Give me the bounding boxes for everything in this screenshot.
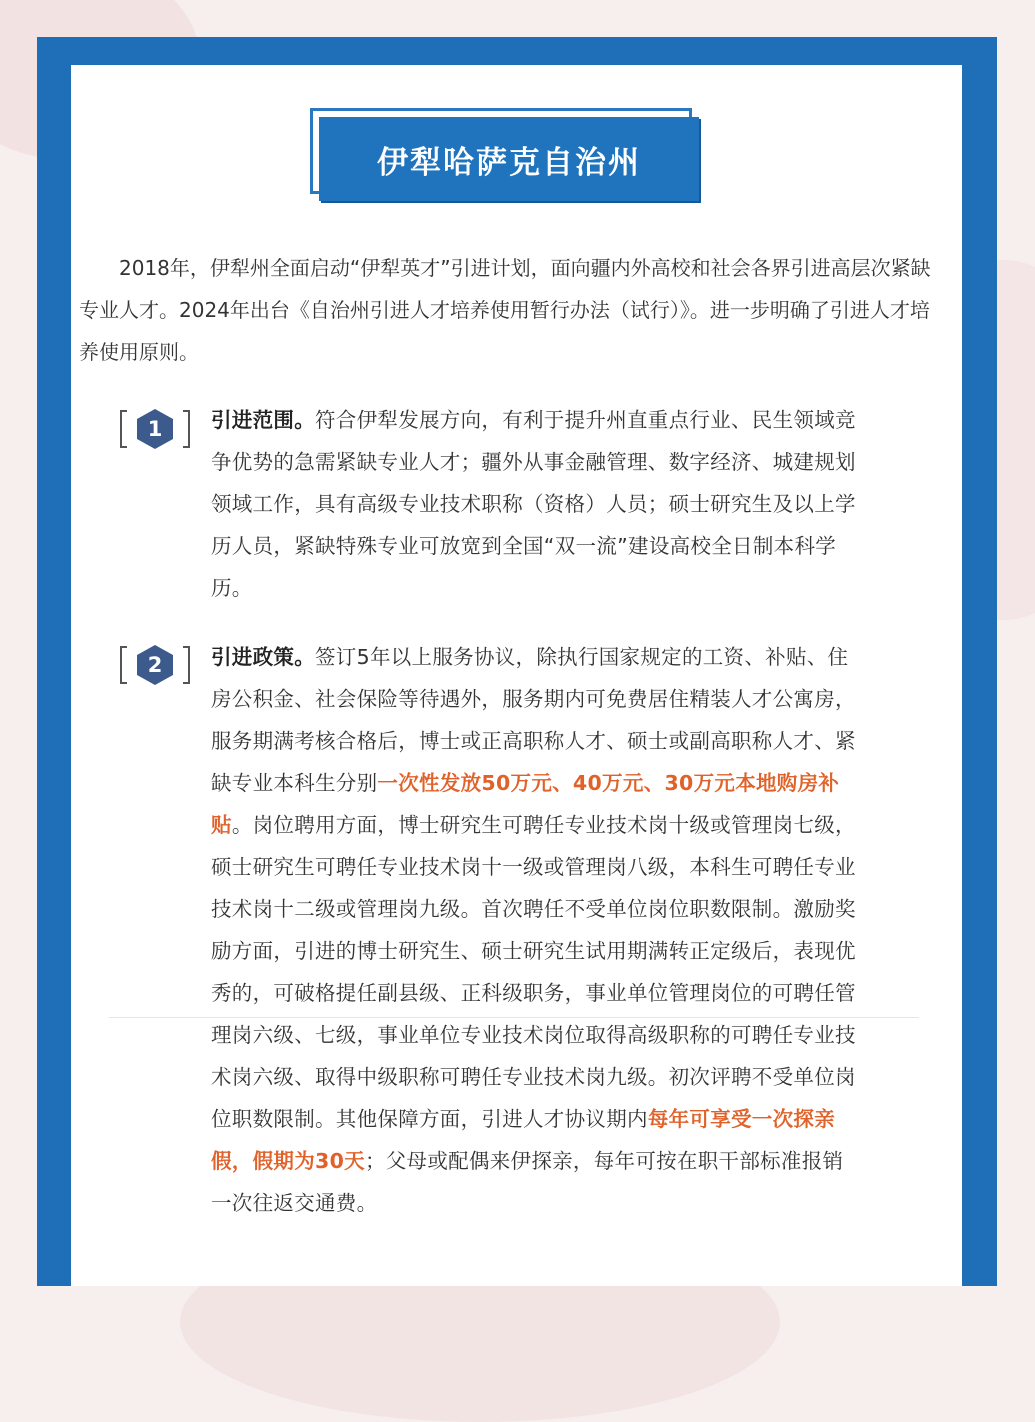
content-card: [71, 65, 962, 1286]
item-text: ；父母或配偶来伊探亲，每年可按在职干部标准报销一次往返交通费。: [211, 1149, 844, 1215]
badge-number: 2: [147, 653, 163, 677]
item-lead: 引进政策。: [211, 645, 315, 669]
item-text: 签订5年以上服务协议，除执行国家规定的工资、补贴、住房公积金、社会保险等待遇外，服务期内可免费居住精装人才公寓房，服务期满考核合格后，博士或正高职称人才、硕士或副高职称人才、紧缺专业本科生分别: [211, 645, 856, 795]
number-badge-2: [117, 645, 193, 685]
title-box-fill: [319, 117, 699, 201]
intro-paragraph: 2018年，伊犁州全面启动“伊犁英才”引进计划，面向疆内外高校和社会各界引进高层次紧缺专业人才。2024年出台《自治州引进人才培养使用暂行办法（试行）》。进一步明确了引进人才培养使用原则。: [79, 256, 931, 364]
highlight-leave: 每年可享受一次探亲假，假期为30天: [211, 1107, 836, 1173]
highlight-subsidy: 一次性发放50万元、40万元、30万元本地购房补贴: [211, 771, 840, 837]
title-box: [310, 108, 699, 201]
number-badge-1: [117, 409, 193, 449]
item-lead: 引进范围。: [211, 408, 315, 432]
badge-number: 1: [147, 417, 163, 441]
item-policy: [211, 636, 856, 1224]
faint-divider-line: [109, 1017, 919, 1018]
blue-frame: [37, 37, 997, 1286]
item-range: [211, 399, 856, 609]
item-text: 符合伊犁发展方向，有利于提升州直重点行业、民生领域竞争优势的急需紧缺专业人才；疆外从事金融管理、数字经济、城建规划领域工作，具有高级专业技术职称（资格）人员；硕士研究生及以上学历人员，紧缺特殊专业可放宽到全国“双一流”建设高校全日制本科学历。: [211, 408, 856, 600]
item-text: 。岗位聘用方面，博士研究生可聘任专业技术岗十级或管理岗七级，硕士研究生可聘任专业技术岗十一级或管理岗八级，本科生可聘任专业技术岗十二级或管理岗九级。首次聘任不受单位岗位职数限制。激励奖励方面，引进的博士研究生、硕士研究生试用期满转正定级后，表现优秀的，可破格提任副县级、正科级职务，事业单位管理岗位的可聘任管理岗六级、七级，事业单位专业技术岗位取得高级职称的可聘任专业技术岗六级、取得中级职称可聘任专业技术岗九级。初次评聘不受单位岗位职数限制。其他保障方面，引进人才协议期内: [211, 813, 856, 1131]
page-title: 伊犁哈萨克自治州: [377, 144, 641, 181]
